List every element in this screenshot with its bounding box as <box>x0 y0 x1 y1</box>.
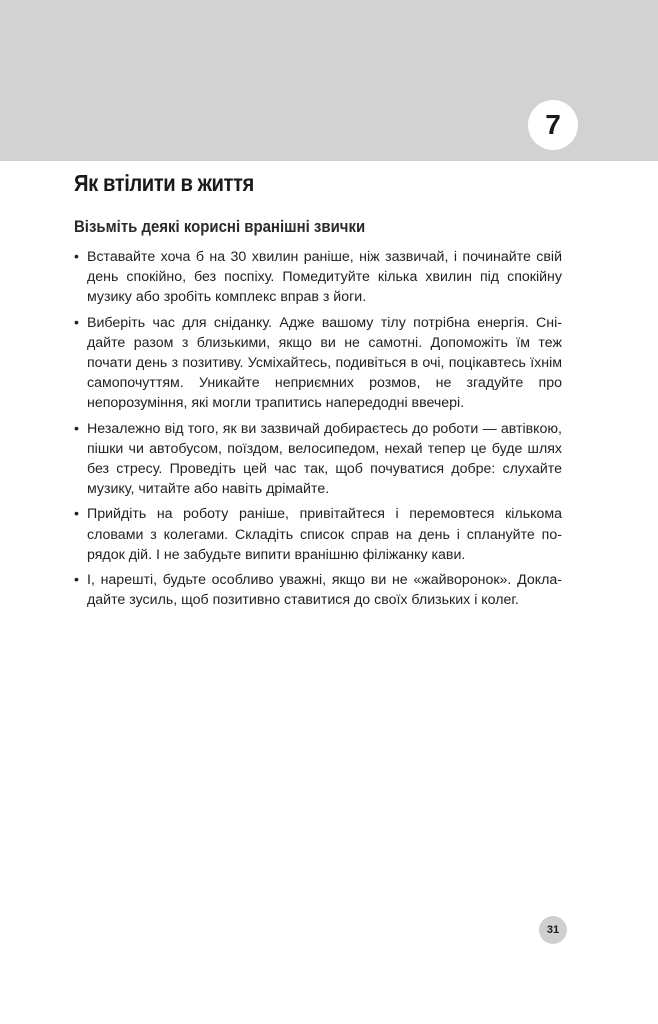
page-number-badge: 31 <box>539 916 567 944</box>
list-item <box>74 419 562 500</box>
bullet-marker: • <box>74 506 79 523</box>
bullet-marker: • <box>74 572 79 589</box>
subsection-title: Візьміть деякі корисні вранішні звички <box>74 217 366 236</box>
list-item-text: Прийдіть на роботу раніше, привітайтеся і перемовтеся кількома словами з колегами. Складіть список справ на день і сплануйте порядок дій. І не забудьте випити вранішню філіжанку кави. <box>87 506 562 563</box>
list-item <box>74 570 562 610</box>
list-item-text: Вставайте хоча б на 30 хвилин раніше, ніж зазвичай, і починайте свій день спокійно, без поспіху. Помедитуйте кілька хвилин під спокійну музику або зробіть комплекс вправ з йоги. <box>87 249 562 306</box>
bullet-marker: • <box>74 420 79 437</box>
list-item-text: Виберіть час для сніданку. Адже вашому тілу потрібна енергія. Снідайте разом з близькими, якщо ви не самотні. Допоможіть їм теж почати день з позитиву. Усміхайтесь, подивіться в очі, поцікавтесь їхнім самопочуттям. Уникайте неприємних розмов, не згадуйте про непорозуміння, які могли трапитись напередодні ввечері. <box>87 314 562 412</box>
list-item <box>74 247 562 308</box>
list-item <box>74 313 562 414</box>
list-item-text: І, нарешті, будьте особливо уважні, якщо ви не «жайворонок». Докладайте зусиль, щоб позитивно ставитися до своїх близьких і колег. <box>87 572 562 609</box>
chapter-number-badge: 7 <box>528 100 578 150</box>
list-item <box>74 504 562 565</box>
bullet-marker: • <box>74 249 79 265</box>
tips-list <box>74 247 562 615</box>
bullet-marker: • <box>74 314 79 331</box>
list-item-text: Незалежно від того, як ви зазвичай добираєтесь до роботи — автівкою, пішки чи автобусом, поїздом, велосипедом, нехай тепер це буде шлях без стресу. Проведіть цей час так, щоб почуватися добре: слухайте музику, читайте або навіть дрімайте. <box>87 420 562 498</box>
section-title: Як втілити в життя <box>74 170 254 196</box>
